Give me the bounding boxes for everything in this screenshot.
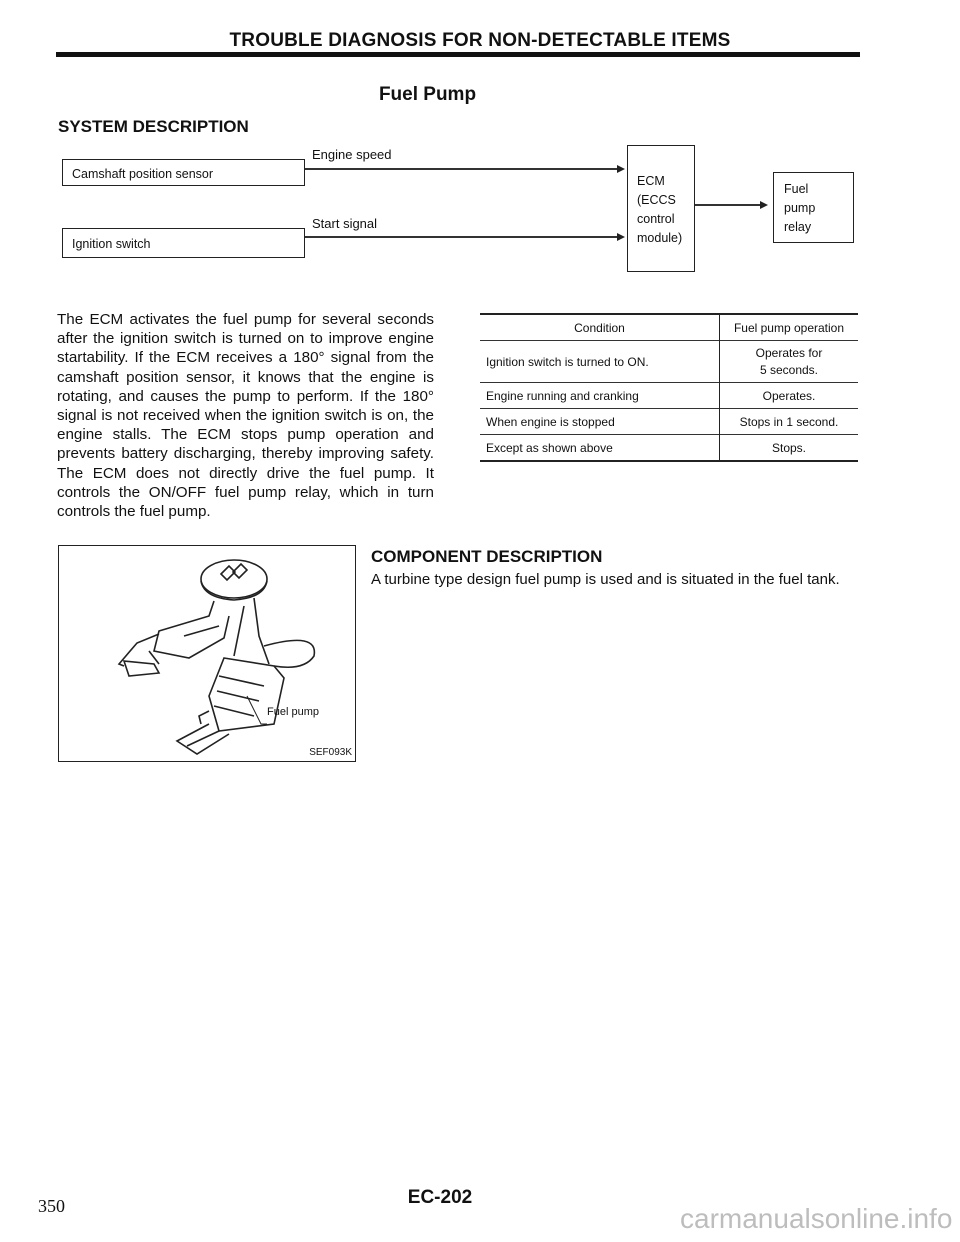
operation-cell: Operates. (720, 383, 859, 409)
condition-cell: Except as shown above (486, 440, 613, 455)
ecm-label-line: (ECCS (637, 193, 676, 207)
table-row (480, 341, 858, 383)
condition-cell: When engine is stopped (486, 414, 615, 429)
ecm-label-line: control (637, 212, 675, 226)
operation-cell (720, 341, 859, 383)
start-signal-line (305, 236, 617, 238)
fuel-pump-relay-box (773, 172, 854, 243)
fuel-pump-figure (58, 545, 356, 762)
engine-speed-line (305, 168, 617, 170)
ecm-box (627, 145, 695, 272)
component-description-text: A turbine type design fuel pump is used and is situated in the fuel tank. (371, 571, 840, 588)
condition-cell: Engine running and cranking (486, 388, 639, 403)
relay-label-line: pump (784, 201, 816, 215)
table-row (480, 383, 858, 409)
camshaft-sensor-label: Camshaft position sensor (72, 167, 214, 181)
fuel-pump-operation-table (480, 313, 858, 462)
operation-cell: Stops in 1 second. (720, 409, 859, 435)
operation-cell: Stops. (720, 435, 859, 462)
camshaft-sensor-box (62, 159, 305, 186)
table-row (480, 435, 858, 462)
ecm-label-line: module) (637, 231, 683, 245)
operation-text: Operates for (755, 345, 823, 360)
arrow-right-icon (760, 201, 768, 209)
relay-label-line: relay (784, 220, 812, 234)
ignition-switch-label: Ignition switch (72, 237, 151, 251)
column-header-condition: Condition (574, 320, 625, 335)
watermark: carmanualsonline.info (680, 1203, 953, 1234)
figure-code: SEF093K (309, 747, 352, 758)
condition-cell: Ignition switch is turned to ON. (486, 354, 649, 369)
system-description-paragraph: The ECM activates the fuel pump for several seconds after the ignition switch is turned on to improve engine startability. If the ECM receives a 180° signal from the camshaft position sensor, it knows that the engine is rotating, and causes the pump to perform. If the 180° signal is not received when the ignition switch is on, the engine stalls. The ECM stops pump operation and prevents battery discharging, thereby improving safety. The ECM does not directly drive the fuel pump. It controls the ON/OFF fuel pump relay, which in turn controls the fuel pump. (57, 311, 434, 521)
arrow-right-icon (617, 165, 625, 173)
fuel-pump-illustration-icon (59, 546, 355, 761)
ignition-switch-box (62, 228, 305, 258)
ecm-label-line: ECM (637, 174, 665, 188)
start-signal-label: Start signal (312, 216, 378, 231)
fuel-pump-callout: Fuel pump (267, 706, 319, 718)
page-number: 350 (38, 1196, 65, 1216)
system-block-diagram (0, 0, 960, 300)
page-code: EC-202 (407, 1187, 473, 1208)
relay-label-line: Fuel (784, 182, 809, 196)
table-row (480, 409, 858, 435)
engine-speed-signal-label: Engine speed (312, 147, 392, 162)
component-description-heading: COMPONENT DESCRIPTION (371, 547, 603, 566)
arrow-right-icon (617, 233, 625, 241)
page-title: Fuel Pump (378, 84, 477, 105)
section-header-title: TROUBLE DIAGNOSIS FOR NON-DETECTABLE ITEMS (229, 30, 731, 51)
operation-text: 5 seconds. (759, 362, 819, 377)
system-description-heading: SYSTEM DESCRIPTION (58, 117, 249, 136)
column-header-operation: Fuel pump operation (720, 314, 859, 341)
relay-output-line (695, 204, 761, 206)
table-header-row (480, 314, 858, 341)
